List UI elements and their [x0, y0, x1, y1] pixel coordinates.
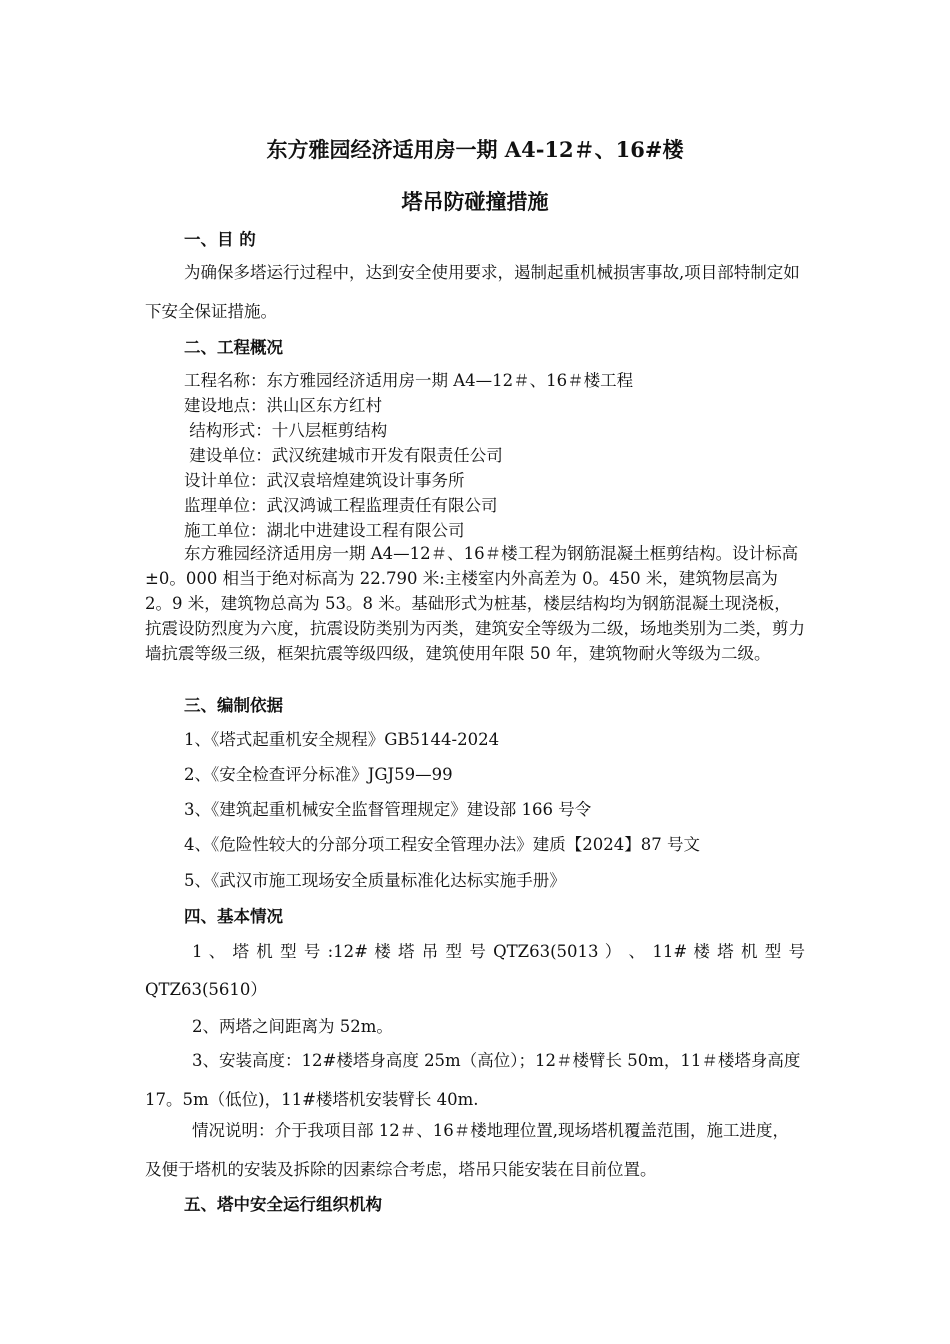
- crane-model-line-2: QTZ63(5610）: [145, 980, 267, 999]
- document-title: 东方雅园经济适用房一期 A4-12＃、16#楼: [266, 137, 684, 162]
- basis-item: 4、《危险性较大的分部分项工程安全管理办法》建质【2024】87 号文: [184, 835, 700, 854]
- crane-model-line: 1 、 塔 机 型 号 :12# 楼 塔 吊 型 号 QTZ63(5013 ） 、 11# 楼 塔 机 型 号: [192, 942, 805, 961]
- overview-item: 结构形式：十八层框剪结构: [184, 421, 388, 440]
- overview-item: 建设单位：武汉统建城市开发有限责任公司: [184, 446, 503, 465]
- overview-item: 建设地点：洪山区东方红村: [184, 396, 382, 415]
- section-heading-basic-info: 四、基本情况: [184, 907, 283, 926]
- basis-item: 5、《武汉市施工现场安全质量标准化达标实施手册》: [184, 871, 566, 890]
- section-heading-overview: 二、工程概况: [184, 338, 283, 357]
- section-heading-organization: 五、塔中安全运行组织机构: [184, 1195, 382, 1214]
- overview-item: 施工单位：湖北中进建设工程有限公司: [184, 521, 465, 540]
- crane-heights: 3、安装高度：12#楼塔身高度 25m（高位）；12＃楼臂长 50m，11＃楼塔身高度 17。5m（低位)，11#楼塔机安装臂长 40m.: [145, 1051, 801, 1109]
- situation-note: 情况说明：介于我项目部 12＃、16＃楼地理位置,现场塔机覆盖范围，施工进度，及便于塔机的安装及拆除的因素综合考虑，塔吊只能安装在目前位置。: [145, 1121, 789, 1179]
- overview-item: 监理单位：武汉鸿诚工程监理责任有限公司: [184, 496, 498, 515]
- basis-item: 3、《建筑起重机械安全监督管理规定》建设部 166 号令: [184, 800, 592, 819]
- section-heading-basis: 三、编制依据: [184, 696, 283, 715]
- section-heading-purpose: 一、目 的: [184, 230, 256, 249]
- document-subtitle: 塔吊防碰撞措施: [401, 189, 549, 214]
- purpose-paragraph: 为确保多塔运行过程中，达到安全使用要求，遏制起重机械损害事故,项目部特制定如下安全保证措施。: [145, 263, 800, 321]
- overview-paragraph: 东方雅园经济适用房一期 A4—12＃、16＃楼工程为钢筋混凝土框剪结构。设计标高±0。000 相当于绝对标高为 22.790 米:主楼室内外高差为 0。450 米，建筑物层高为 2。9 米，建筑物总高为 53。8 米。基础形式为桩基，楼层结构均为钢筋混凝土现浇板，抗震设防烈度为六度，抗震设防类别为丙类，建筑安全等级为二级，场地类别为二类，剪力墙抗震等级三级，框架抗震等级四级，建筑使用年限 50 年，建筑物耐火等级为二级。: [145, 544, 805, 663]
- crane-distance: 2、两塔之间距离为 52m。: [192, 1017, 393, 1036]
- overview-item: 设计单位：武汉袁培煌建筑设计事务所: [184, 471, 465, 490]
- overview-item: 工程名称：东方雅园经济适用房一期 A4—12＃、16＃楼工程: [184, 371, 634, 390]
- basis-item: 2、《安全检查评分标准》JGJ59—99: [184, 765, 453, 784]
- basis-item: 1、《塔式起重机安全规程》GB5144-2024: [184, 730, 500, 749]
